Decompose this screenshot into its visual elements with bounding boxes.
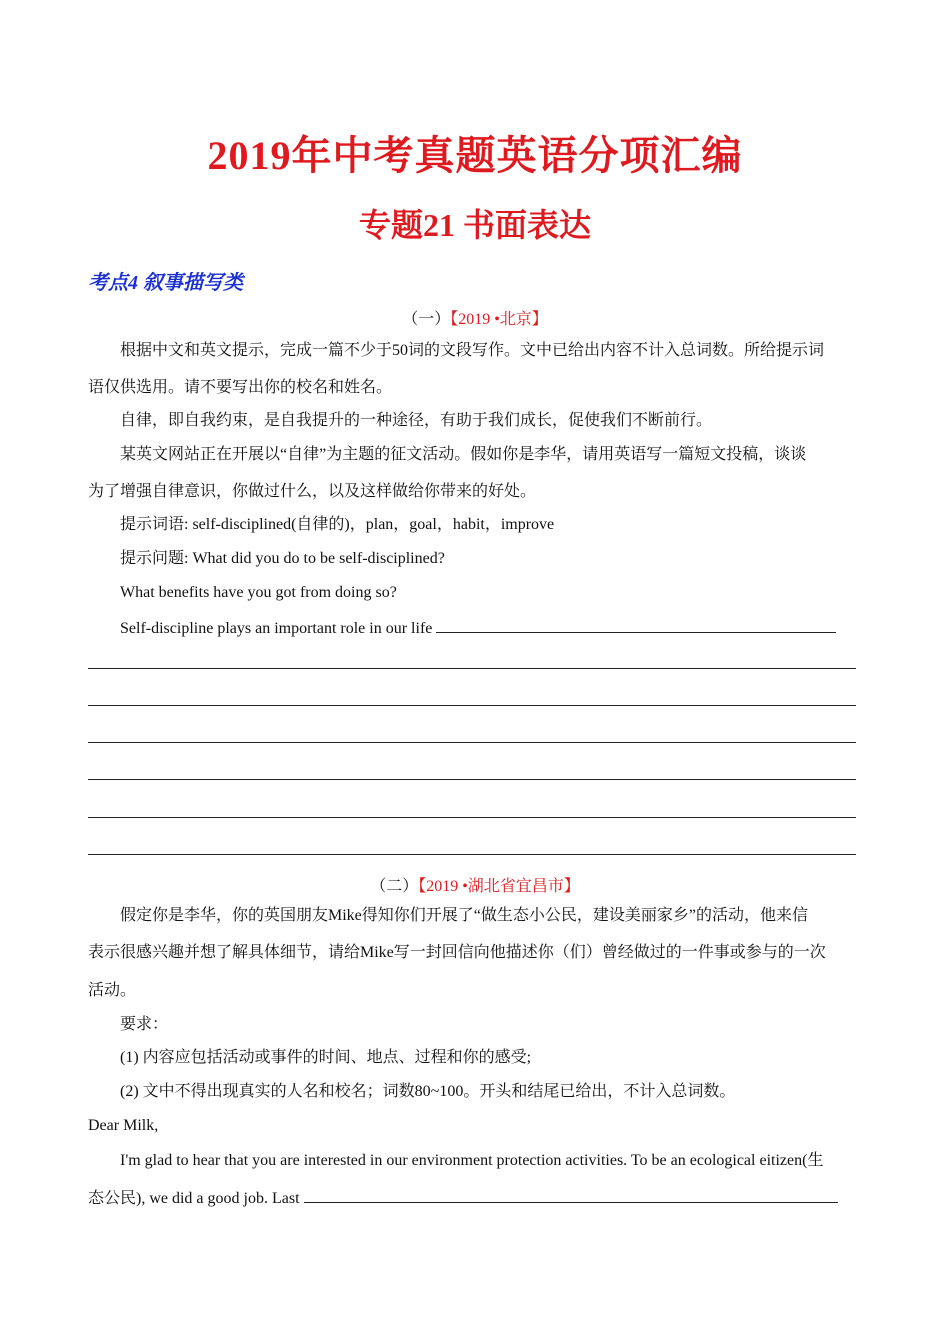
question-1-number: （一） — [402, 311, 451, 328]
answer-line[interactable] — [88, 705, 856, 706]
q2-requirement-1: (1) 内容应包括活动或事件的时间、地点、过程和你的感受; — [120, 1049, 532, 1066]
answer-line[interactable] — [88, 742, 856, 743]
q1-hint-question-1: 提示问题: What did you do to be self-disciplined? — [120, 550, 445, 567]
question-2-number: （二） — [370, 878, 419, 895]
answer-line[interactable] — [88, 817, 856, 818]
q2-instructions-line-3: 活动。 — [88, 982, 137, 999]
q1-answer-start — [120, 618, 862, 639]
answer-line[interactable] — [88, 854, 856, 855]
section-heading: 考点4 叙事描写类 — [88, 272, 243, 294]
q2-requirements-label: 要求： — [120, 1016, 169, 1033]
page-title: 2019年中考真题英语分项汇编 — [207, 133, 743, 178]
page-subtitle: 专题21 书面表达 — [358, 207, 591, 243]
answer-blank[interactable] — [436, 618, 836, 633]
q2-instructions-line-1: 假定你是李华，你的英国朋友Mike得知你们开展了“做生态小公民，建设美丽家乡”的活动，他来信 — [120, 907, 808, 924]
q1-task-line-1: 某英文网站正在开展以“自律”为主题的征文活动。假如你是李华，请用英语写一篇短文投稿，谈谈 — [120, 446, 807, 463]
q1-background: 自律，即自我约束，是自我提升的一种途径，有助于我们成长，促使我们不断前行。 — [120, 412, 713, 429]
question-2-source: 【2019 •湖北省宜昌市】 — [418, 878, 580, 895]
answer-blank[interactable] — [304, 1188, 838, 1203]
q2-instructions-line-2: 表示很感兴趣并想了解具体细节，请给Mike写一封回信向他描述你（们）曾经做过的一件事或参与的一次 — [88, 944, 826, 961]
q2-requirement-2: (2) 文中不得出现真实的人名和校名；词数80~100。开头和结尾已给出，不计入总词数。 — [120, 1083, 736, 1100]
answer-line[interactable] — [88, 779, 856, 780]
q1-hint-words: 提示词语: self-disciplined(自律的)，plan，goal，habit，improve — [120, 516, 555, 533]
q1-instructions-line-2: 语仅供选用。请不要写出你的校名和姓名。 — [88, 379, 393, 396]
letter-salutation: Dear Milk, — [88, 1117, 159, 1134]
q1-starter-text: Self-discipline plays an important role in our life — [120, 620, 433, 637]
question-1-heading — [0, 306, 950, 329]
q1-task-line-2: 为了增强自律意识，你做过什么，以及这样做给你带来的好处。 — [88, 483, 537, 500]
letter-body-line-2 — [88, 1188, 862, 1209]
answer-line[interactable] — [88, 668, 856, 669]
question-1-source: 【2019 •北京】 — [450, 311, 548, 328]
q1-hint-question-2: What benefits have you got from doing so? — [120, 584, 397, 601]
letter-body-line-1: I'm glad to hear that you are interested in our environment protection activities. To be an ecological eitizen(生 — [120, 1152, 824, 1169]
question-2-heading — [0, 873, 950, 896]
q1-instructions-line-1: 根据中文和英文提示，完成一篇不少于50词的文段写作。文中已给出内容不计入总词数。所给提示词 — [120, 342, 825, 359]
letter-body-text: 态公民), we did a good job. Last — [88, 1190, 300, 1207]
